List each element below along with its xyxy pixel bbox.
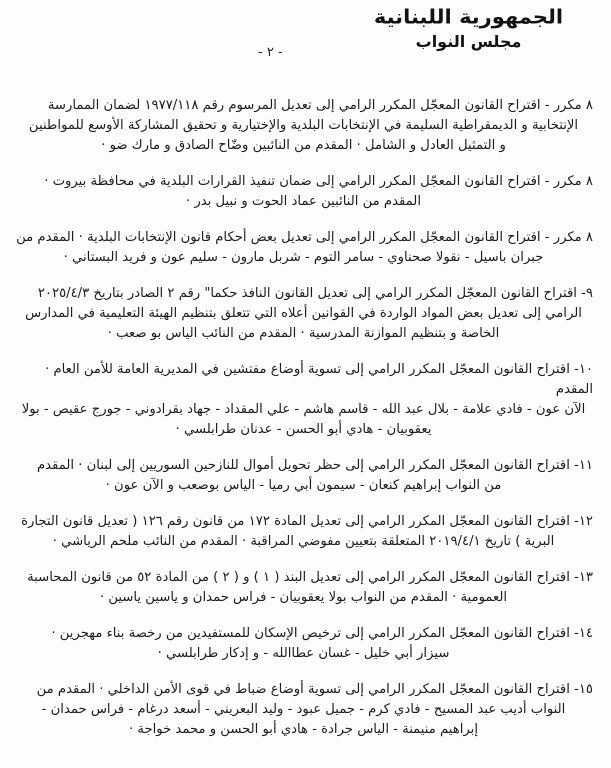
agenda-item-line: يعقوبيان - هادي أبو الحسن - عدنان طرابلسي · [175,422,432,437]
agenda-list [14,96,593,756]
agenda-item-line: ١٤- اقتراح القانون المعجّل المكرر الرامي إلى ترخيص الإسكان للمستفيدين من رخصة بناء مهجرين · [51,626,593,641]
agenda-item-line: ٨ مكرر - اقتراح القانون المعجّل المكرر الرامي إلى تعديل بعض أحكام قانون الإنتخابات البلدية · المقدم من [16,230,593,245]
agenda-item-line: النواب أديب عبد المسيح - فادي كرم - جميل عبود - وليد البعريني - أسعد درغام - فراس حمدان - [41,702,566,717]
agenda-item [14,680,593,740]
agenda-item-line: العمومية · المقدم من النواب بولا يعقوبيان - فراس حمدان و ياسين ياسين · [99,590,508,605]
agenda-item-line: سيزار أبي خليل - غسان عطاالله - و إدكار طرابلسي · [157,646,450,661]
agenda-item-line: البرية ) تاريخ ٢٠١٩/٤/١ المتعلقة بتعيين مفوضي المراقبة · المقدم من النائب ملحم الرياشي · [52,534,555,549]
agenda-item-line: ١٣- اقتراح القانون المعجّل المكرر الرامي إلى تعديل البند ( ١ ) و ( ٢ ) من المادة ٥٢ من قانون المحاسبة [27,570,593,585]
agenda-item-line: الآن عون - فادي علامة - بلال عبد الله - قاسم هاشم - علي المقداد - جهاد بقرادوني - جورج عقيص - بولا [21,402,586,417]
agenda-item [14,228,593,268]
agenda-item [14,456,593,496]
agenda-item-line: ١٢- اقتراح القانون المعجّل المكرر الرامي إلى تعديل المادة ١٧٢ من قانون رقم ١٢٦ ( تعديل قانون التجارة [21,514,593,529]
agenda-item-line: المقدم من النائبين عماد الحوت و نبيل بدر · [186,194,421,209]
agenda-item-line: من النواب إبراهيم كنعان - سيمون أبي رميا - الياس بوصعب و الآن عون · [105,478,502,493]
page-number: - ٢ - [258,45,283,60]
agenda-item-line: ٨ مكرر - اقتراح القانون المعجّل المكرر الرامي إلى تعديل المرسوم رقم ١٩٧٧/١١٨ لضمان الممارسة [47,98,593,113]
agenda-item [14,512,593,552]
letterhead-parliament-title: مجلس النواب [415,32,522,51]
agenda-item-line: الرامي إلى تعديل بعض المواد الواردة في القوانين أعلاه التي تتعلق بتنظيم الهيئة التعليمية في المدارس [25,306,582,321]
agenda-item [14,568,593,608]
agenda-item-line: ٩- اقتراح القانون المعجّل المكرر الرامي إلى تعديل القانون النافذ حكما" رقم ٢ الصادر بتاريخ ٢٠٢٥/٤/٣ [37,286,593,301]
agenda-item-line: ١١- اقتراح القانون المعجّل المكرر الرامي إلى حظر تحويل أموال للنازحين السوريين إلى لبنان · المقدم [36,458,593,473]
agenda-item-line: الخاصة و بتنظيم الموازنة المدرسية · المقدم من النائب الياس بو صعب · [107,326,500,341]
agenda-item [14,360,593,440]
agenda-item-line: ١٠- اقتراح القانون المعجّل المكرر الرامي إلى تسوية أوضاع مفتشين في المديرية العامة للأمن العام · المقدم [45,362,593,397]
agenda-item [14,96,593,156]
agenda-item-line: إبراهيم منيمنة - الياس جرادة - هادي أبو الحسن و محمد خواجة · [129,722,478,737]
agenda-item [14,284,593,344]
agenda-item-line: ٨ مكرر - اقتراح القانون المعجّل المكرر الرامي إلى ضمان تنفيذ القرارات البلدية في محافظة بيروت · [44,174,593,189]
agenda-item-line: و التمثيل العادل و الشامل · المقدم من النائبين وضّاح الصادق و مارك ضو · [101,138,506,153]
letterhead [366,5,571,51]
agenda-item [14,172,593,212]
agenda-item-line: ١٥- اقتراح القانون المعجّل المكرر الرامي إلى تسوية أوضاع ضباط في قوى الأمن الداخلي · المقدم من [36,682,593,697]
letterhead-republic-title: الجمهورية اللبنانية [373,5,564,29]
agenda-item-line: الإنتخابية و الديمقراطية السليمة في الإنتخابات البلدية والإختيارية و تحقيق المشاركة الأوسع للمواطنين [28,118,579,133]
agenda-item-line: جبران باسيل - نقولا صحناوي - سامر التوم - شربل مارون - سليم عون و فريد البستاني · [63,250,544,265]
agenda-item [14,624,593,664]
